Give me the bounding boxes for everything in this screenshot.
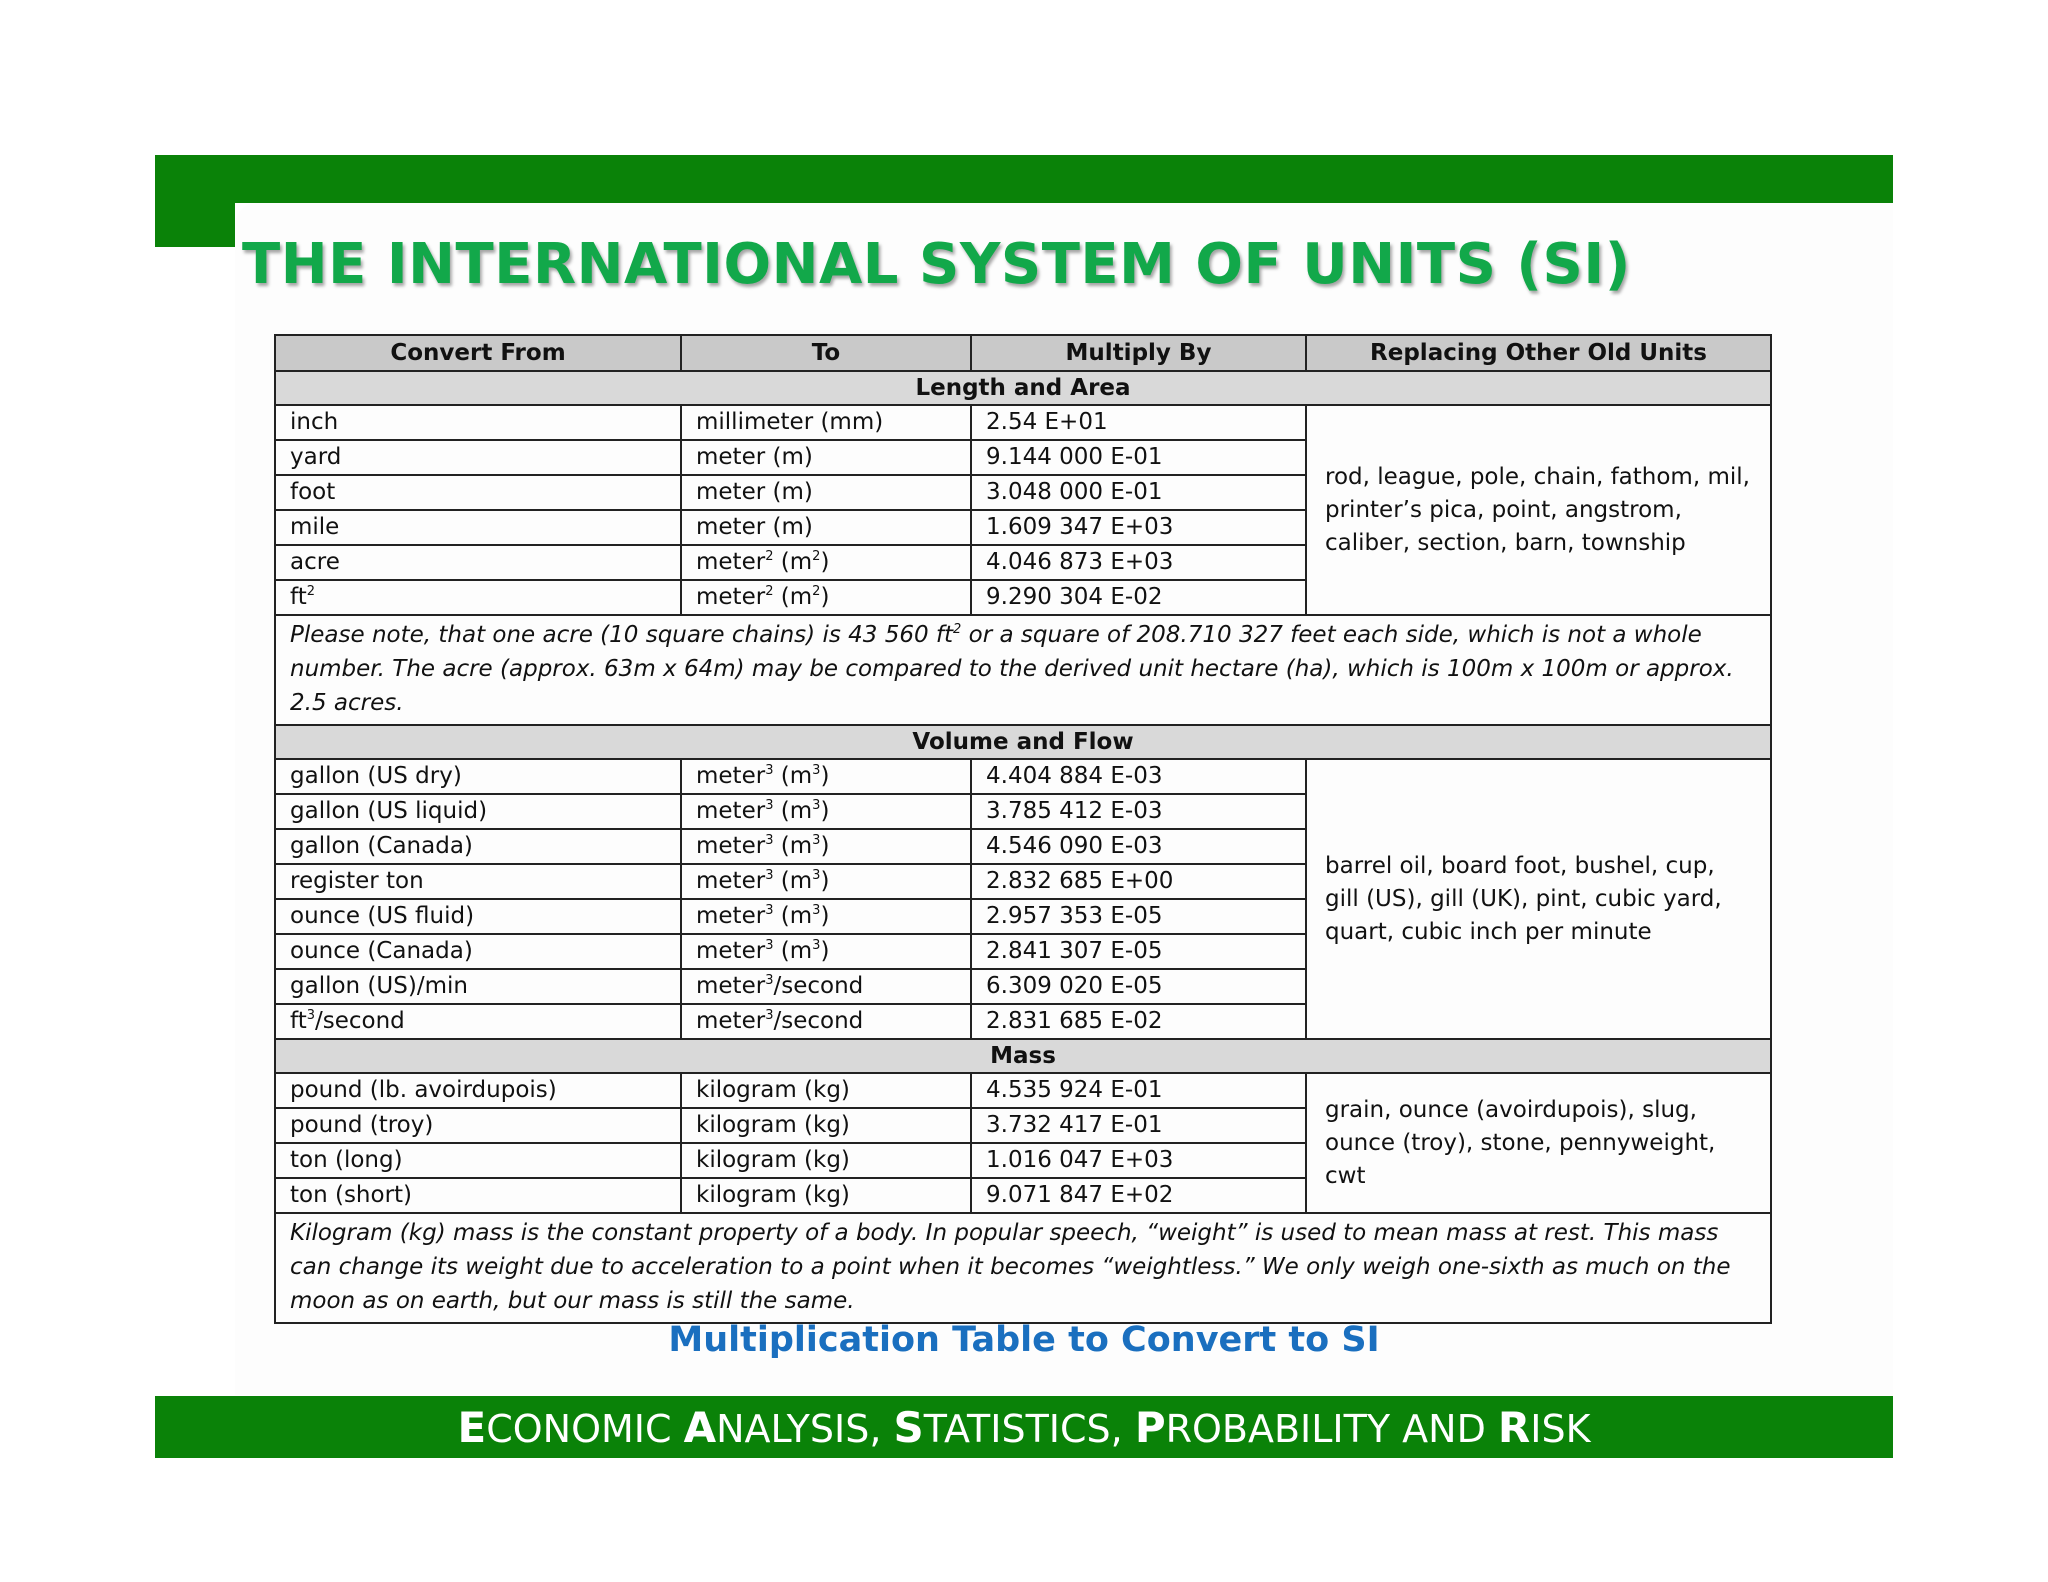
cell-replacing-units: rod, league, pole, chain, fathom, mil, printer’s pica, point, angstrom, caliber, section, barn, township — [1306, 405, 1771, 615]
cell-convert-from: mile — [275, 510, 681, 545]
header-replacing: Replacing Other Old Units — [1306, 335, 1771, 371]
section-row — [275, 371, 1771, 405]
table-header-row — [275, 335, 1771, 371]
cell-replacing-units: grain, ounce (avoirdupois), slug, ounce (troy), stone, pennyweight, cwt — [1306, 1073, 1771, 1213]
cell-to: meter$^3$/second — [681, 1004, 971, 1039]
cell-convert-from: $ft^3$/second — [275, 1004, 681, 1039]
cell-multiply-by: 2.957 353 E-05 — [971, 899, 1306, 934]
cell-multiply-by: 4.546 090 E-03 — [971, 829, 1306, 864]
cell-to: meter (m) — [681, 475, 971, 510]
header-multiply-by: Multiply By — [971, 335, 1306, 371]
cell-multiply-by: 9.071 847 E+02 — [971, 1178, 1306, 1213]
cell-multiply-by: 2.832 685 E+00 — [971, 864, 1306, 899]
cell-to: kilogram (kg) — [681, 1143, 971, 1178]
cell-convert-from: pound (lb. avoirdupois) — [275, 1073, 681, 1108]
cell-to: meter$^3$ $(m^3)$ — [681, 794, 971, 829]
cell-multiply-by: 2.841 307 E-05 — [971, 934, 1306, 969]
footer-title — [458, 1403, 1591, 1452]
footer-bar — [155, 1396, 1893, 1458]
cell-convert-from: ounce (US fluid) — [275, 899, 681, 934]
table-caption: Multiplication Table to Convert to SI — [668, 1320, 1380, 1360]
cell-convert-from: ounce (Canada) — [275, 934, 681, 969]
cell-to: meter$^3$ $(m^3)$ — [681, 829, 971, 864]
cell-convert-from: gallon (Canada) — [275, 829, 681, 864]
cell-multiply-by: 6.309 020 E-05 — [971, 969, 1306, 1004]
cell-to: meter (m) — [681, 440, 971, 475]
table-body — [275, 371, 1771, 1323]
cell-to: meter$^3$ $(m^3)$ — [681, 899, 971, 934]
cell-to: meter$^2$ $(m^2)$ — [681, 580, 971, 615]
header-to: To — [681, 335, 971, 371]
cell-multiply-by: 4.046 873 E+03 — [971, 545, 1306, 580]
footer-initial: S — [893, 1402, 924, 1452]
cell-to: millimeter (mm) — [681, 405, 971, 440]
cell-multiply-by: 1.609 347 E+03 — [971, 510, 1306, 545]
header-convert-from: Convert From — [275, 335, 681, 371]
section-title: Mass — [275, 1039, 1771, 1073]
footer-word: ROBABILITY AND — [1165, 1406, 1498, 1451]
footer-initial: R — [1497, 1402, 1531, 1452]
cell-multiply-by: 4.404 884 E-03 — [971, 759, 1306, 794]
cell-to: kilogram (kg) — [681, 1178, 971, 1213]
cell-convert-from: gallon (US dry) — [275, 759, 681, 794]
cell-multiply-by: 1.016 047 E+03 — [971, 1143, 1306, 1178]
cell-multiply-by: 4.535 924 E-01 — [971, 1073, 1306, 1108]
section-title: Volume and Flow — [275, 725, 1771, 759]
table-row — [275, 1073, 1771, 1108]
conversion-table-wrap — [274, 334, 1770, 1324]
cell-multiply-by: 9.144 000 E-01 — [971, 440, 1306, 475]
cell-multiply-by: 2.54 E+01 — [971, 405, 1306, 440]
cell-to: kilogram (kg) — [681, 1108, 971, 1143]
cell-to: meter$^3$ $(m^3)$ — [681, 864, 971, 899]
section-title: Length and Area — [275, 371, 1771, 405]
conversion-table — [274, 334, 1772, 1324]
cell-multiply-by: 3.048 000 E-01 — [971, 475, 1306, 510]
cell-to: meter$^3$ $(m^3)$ — [681, 934, 971, 969]
cell-multiply-by: 2.831 685 E-02 — [971, 1004, 1306, 1039]
cell-convert-from: ton (long) — [275, 1143, 681, 1178]
cell-convert-from: ton (short) — [275, 1178, 681, 1213]
cell-convert-from: inch — [275, 405, 681, 440]
cell-convert-from: acre — [275, 545, 681, 580]
cell-multiply-by: 3.732 417 E-01 — [971, 1108, 1306, 1143]
cell-convert-from: yard — [275, 440, 681, 475]
footer-initial: A — [683, 1402, 717, 1452]
cell-convert-from: foot — [275, 475, 681, 510]
cell-convert-from: gallon (US liquid) — [275, 794, 681, 829]
table-row — [275, 759, 1771, 794]
footer-initial: P — [1134, 1402, 1166, 1452]
section-row — [275, 725, 1771, 759]
footer-word: TATISTICS, — [923, 1406, 1135, 1451]
footer-word: CONOMIC — [486, 1406, 684, 1451]
cell-to: kilogram (kg) — [681, 1073, 971, 1108]
cell-multiply-by: 3.785 412 E-03 — [971, 794, 1306, 829]
header-bar — [155, 155, 1893, 203]
table-row — [275, 405, 1771, 440]
note-text: Kilogram (kg) mass is the constant property of a body. In popular speech, “weight” is used to mean mass at rest. This mass can change its weight due to acceleration to a point when it becomes “weightless.” We only weigh one-sixth as much on the moon as on earth, but our mass is still the same. — [275, 1213, 1771, 1323]
header-tab — [155, 155, 235, 247]
note-text: Please note, that one acre (10 square chains) is 43 560 $ft^2$ or a square of 208.710 327 feet each side, which is not a whole number. The acre (approx. 63m x 64m) may be compared to the derived unit hectare (ha), which is 100m x 100m or approx. 2.5 acres. — [275, 615, 1771, 725]
cell-to: meter$^2$ $(m^2)$ — [681, 545, 971, 580]
cell-multiply-by: 9.290 304 E-02 — [971, 580, 1306, 615]
cell-to: meter$^3$ $(m^3)$ — [681, 759, 971, 794]
cell-convert-from: pound (troy) — [275, 1108, 681, 1143]
cell-convert-from: register ton — [275, 864, 681, 899]
section-row — [275, 1039, 1771, 1073]
cell-convert-from: gallon (US)/min — [275, 969, 681, 1004]
slide-title: THE INTERNATIONAL SYSTEM OF UNITS (SI) — [242, 232, 1631, 297]
cell-to: meter$^3$/second — [681, 969, 971, 1004]
footer-word: NALYSIS, — [716, 1406, 894, 1451]
cell-replacing-units: barrel oil, board foot, bushel, cup, gill (US), gill (UK), pint, cubic yard, quart, cubic inch per minute — [1306, 759, 1771, 1039]
note-row — [275, 615, 1771, 725]
note-row — [275, 1213, 1771, 1323]
footer-initial: E — [457, 1402, 487, 1452]
cell-convert-from: $ft^2$ — [275, 580, 681, 615]
cell-to: meter (m) — [681, 510, 971, 545]
footer-word: ISK — [1530, 1406, 1591, 1451]
